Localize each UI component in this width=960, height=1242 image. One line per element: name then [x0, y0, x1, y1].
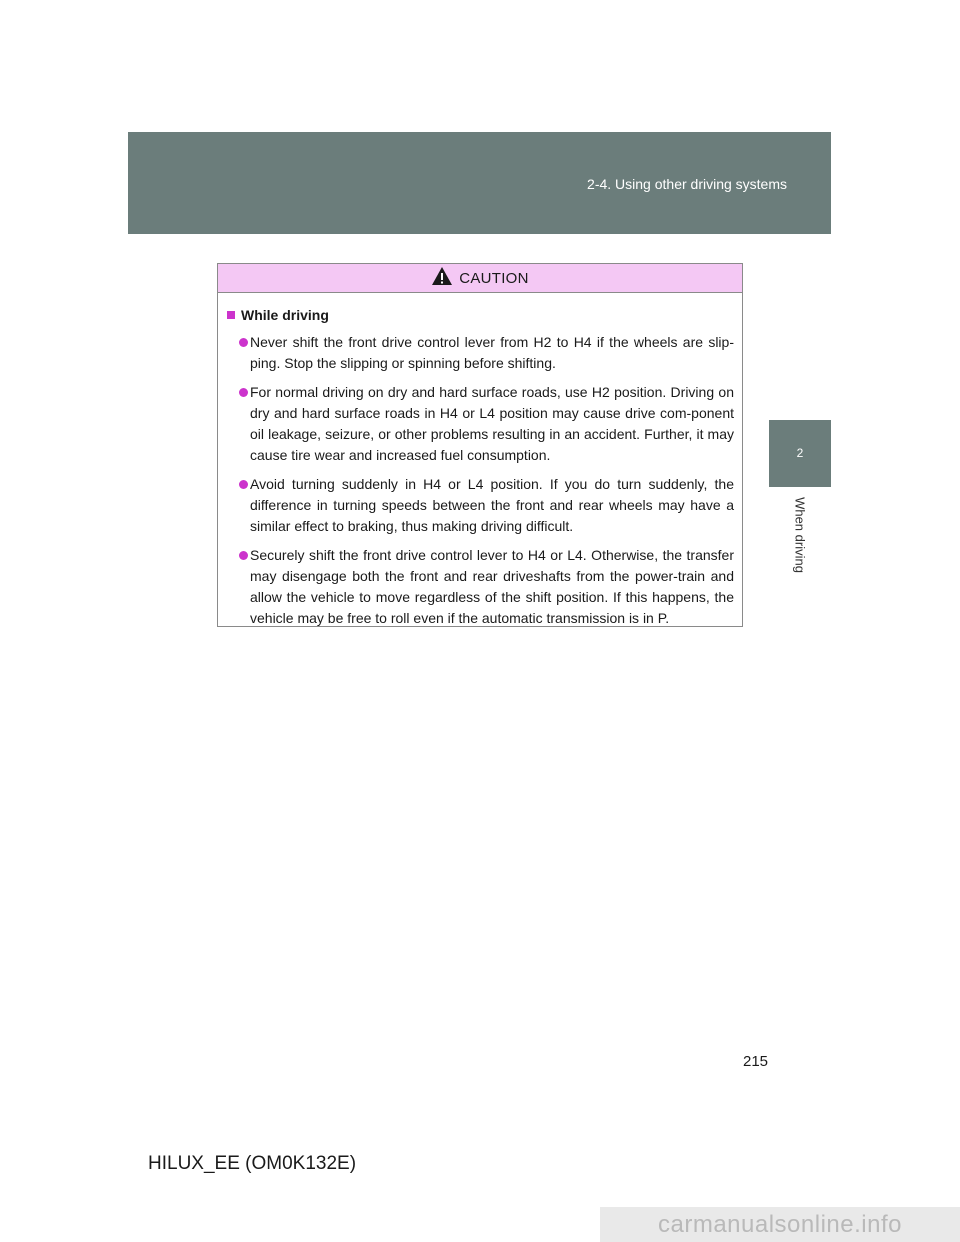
caution-item-text: Securely shift the front drive control lever to H4 or L4. Otherwise, the transfer may disengage both the front and rear driveshafts from the power-train and allow the vehicle to move regardless of the shift position. If this happens, the vehicle may be free to roll even if the automatic transmission is in P.	[250, 547, 734, 626]
caution-header	[218, 264, 742, 293]
watermark[interactable]: carmanualsonline.info	[600, 1207, 960, 1242]
caution-item	[227, 332, 734, 374]
caution-item-text: For normal driving on dry and hard surface roads, use H2 position. Driving on dry and hard surface roads in H4 or L4 position may cause drive com-ponent oil leakage, seizure, or other problems resulting in an accident. Further, it may cause tire wear and increased fuel consumption.	[250, 384, 734, 463]
document-code: HILUX_EE (OM0K132E)	[148, 1153, 357, 1174]
caution-title: CAUTION	[459, 269, 529, 287]
caution-item	[227, 474, 734, 537]
square-bullet-icon	[227, 311, 235, 319]
bullet-dot-icon	[239, 480, 248, 489]
chapter-label: When driving	[792, 497, 808, 573]
header-band	[128, 132, 831, 234]
caution-item-text: Never shift the front drive control lever from H2 to H4 if the wheels are slip-ping. Stop the slipping or spinning before shifting.	[250, 334, 734, 371]
bullet-dot-icon	[239, 551, 248, 560]
caution-box	[217, 263, 743, 627]
caution-body	[218, 293, 742, 629]
caution-item-text: Avoid turning suddenly in H4 or L4 position. If you do turn suddenly, the difference in turning speeds between the front and rear wheels may have a similar effect to braking, thus making driving difficult.	[250, 476, 734, 534]
bullet-dot-icon	[239, 338, 248, 347]
warning-triangle-icon	[431, 266, 453, 286]
chapter-tab	[769, 420, 831, 487]
section-title: 2-4. Using other driving systems	[587, 176, 787, 192]
caution-item	[227, 545, 734, 629]
caution-subheading	[227, 307, 734, 323]
bullet-dot-icon	[239, 388, 248, 397]
page-number: 215	[743, 1053, 769, 1070]
chapter-number: 2	[796, 446, 804, 460]
caution-item	[227, 382, 734, 466]
subheading-text: While driving	[241, 307, 329, 323]
